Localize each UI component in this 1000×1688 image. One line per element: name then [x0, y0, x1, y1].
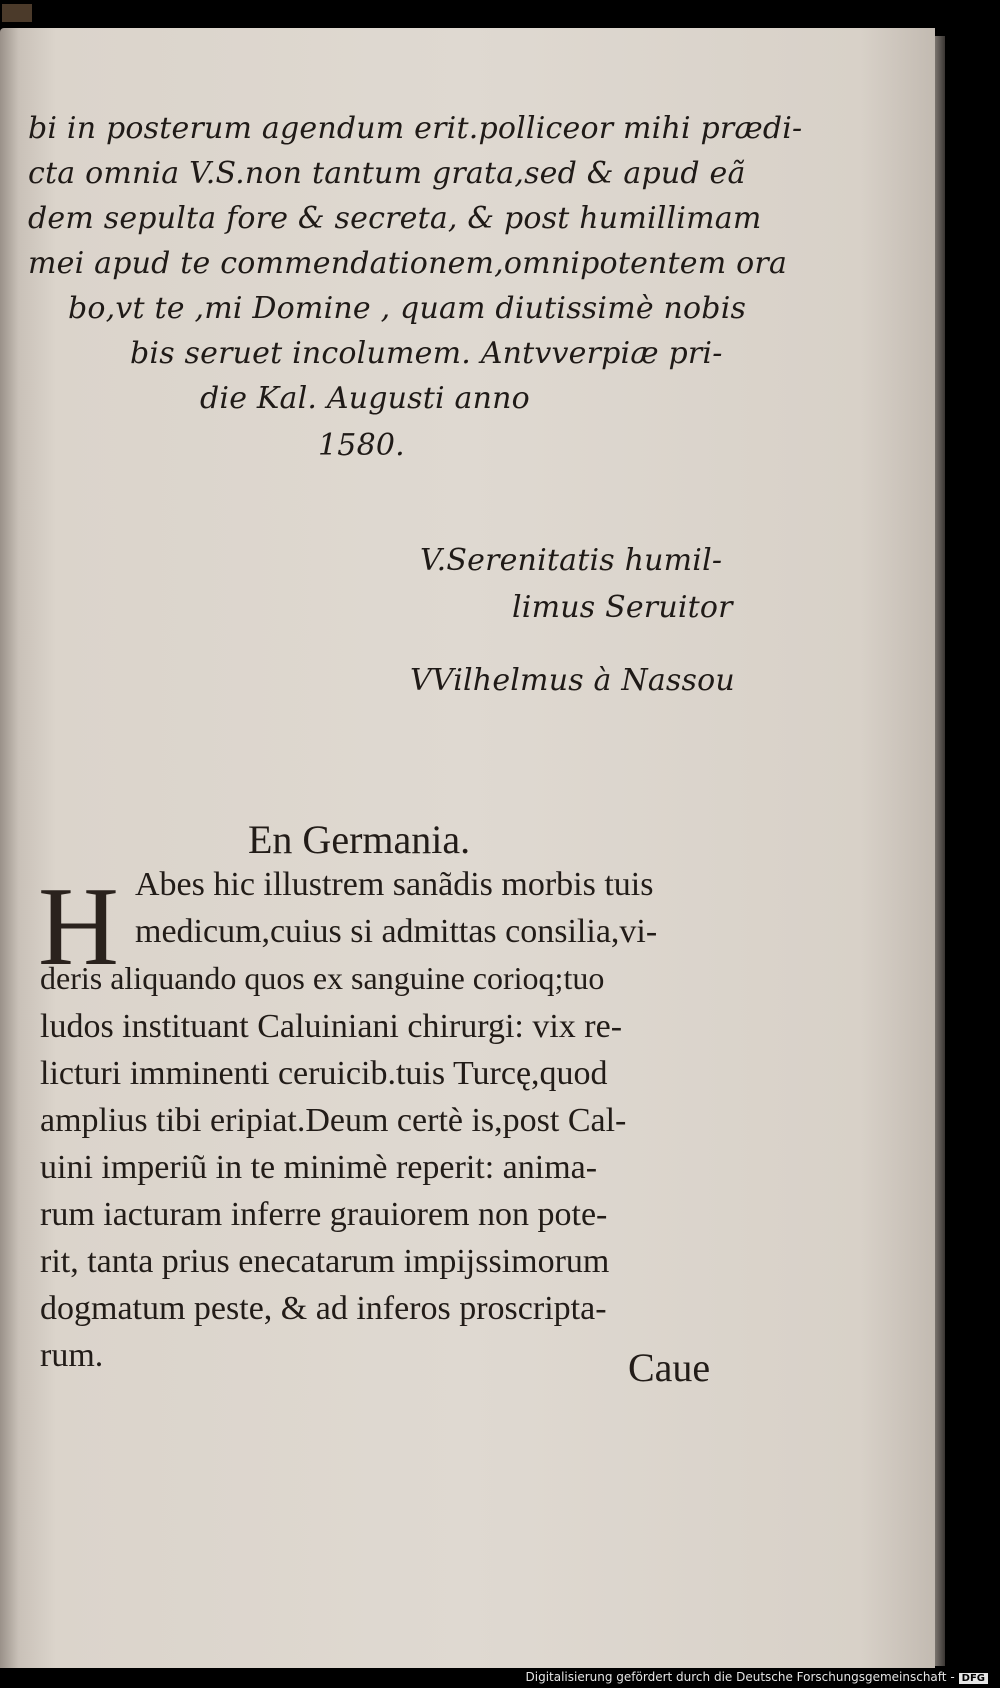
- signature-line: V.Serenitatis humil-: [420, 543, 723, 578]
- body-line: dogmatum peste, & ad inferos proscripta-: [40, 1290, 607, 1327]
- body-line: rit, tanta prius enecatarum impijssimorum: [40, 1243, 610, 1280]
- letter-line: dem sepulta fore & secreta, & post humillimam: [28, 201, 762, 236]
- body-line: rum iacturam inferre grauiorem non pote-: [40, 1196, 608, 1233]
- signature-name: VVilhelmus à Nassou: [410, 663, 735, 698]
- letter-line: bis seruet incolumem. Antvverpiæ pri-: [130, 336, 723, 371]
- dfg-logo: DFG: [959, 1673, 988, 1684]
- body-line: licturi imminenti ceruicib.tuis Turcę,quod: [40, 1055, 608, 1092]
- body-line: Abes hic illustrem sanãdis morbis tuis: [135, 866, 654, 903]
- letter-line: bo,vt te ,mi Domine , quam diutissimè nobis: [68, 291, 747, 326]
- letter-line: die Kal. Augusti anno: [200, 381, 530, 416]
- letter-date: 1580.: [318, 428, 405, 463]
- catchword: Caue: [628, 1345, 711, 1390]
- letter-line: mei apud te commendationem,omnipotentem ora: [28, 246, 788, 281]
- color-chart-fragment: [2, 4, 32, 22]
- body-line: amplius tibi eripiat.Deum certè is,post Cal-: [40, 1102, 627, 1139]
- body-line: uini imperiũ in te minimè reperit: anima-: [40, 1149, 598, 1186]
- scan-corner: [0, 0, 40, 28]
- body-line: rum.: [40, 1337, 104, 1374]
- letter-line: bi in posterum agendum erit.polliceor mihi prædi-: [28, 111, 803, 146]
- footer-text: Digitalisierung gefördert durch die Deutsche Forschungsgemeinschaft -: [525, 1670, 955, 1684]
- book-page: [0, 28, 935, 1668]
- page-edge: [935, 36, 945, 1666]
- body-line: ludos instituant Caluiniani chirurgi: vix re-: [40, 1008, 623, 1045]
- body-line: deris aliquando quos ex sanguine corioq;tuo: [40, 960, 605, 996]
- section-heading: En Germania.: [248, 817, 471, 862]
- footer-credit: [526, 1670, 989, 1684]
- drop-cap: H: [38, 865, 119, 989]
- letter-line: cta omnia V.S.non tantum grata,sed & apud eã: [28, 156, 746, 191]
- body-line: medicum,cuius si admittas consilia,vi-: [135, 913, 658, 950]
- signature-line: limus Seruitor: [512, 590, 733, 625]
